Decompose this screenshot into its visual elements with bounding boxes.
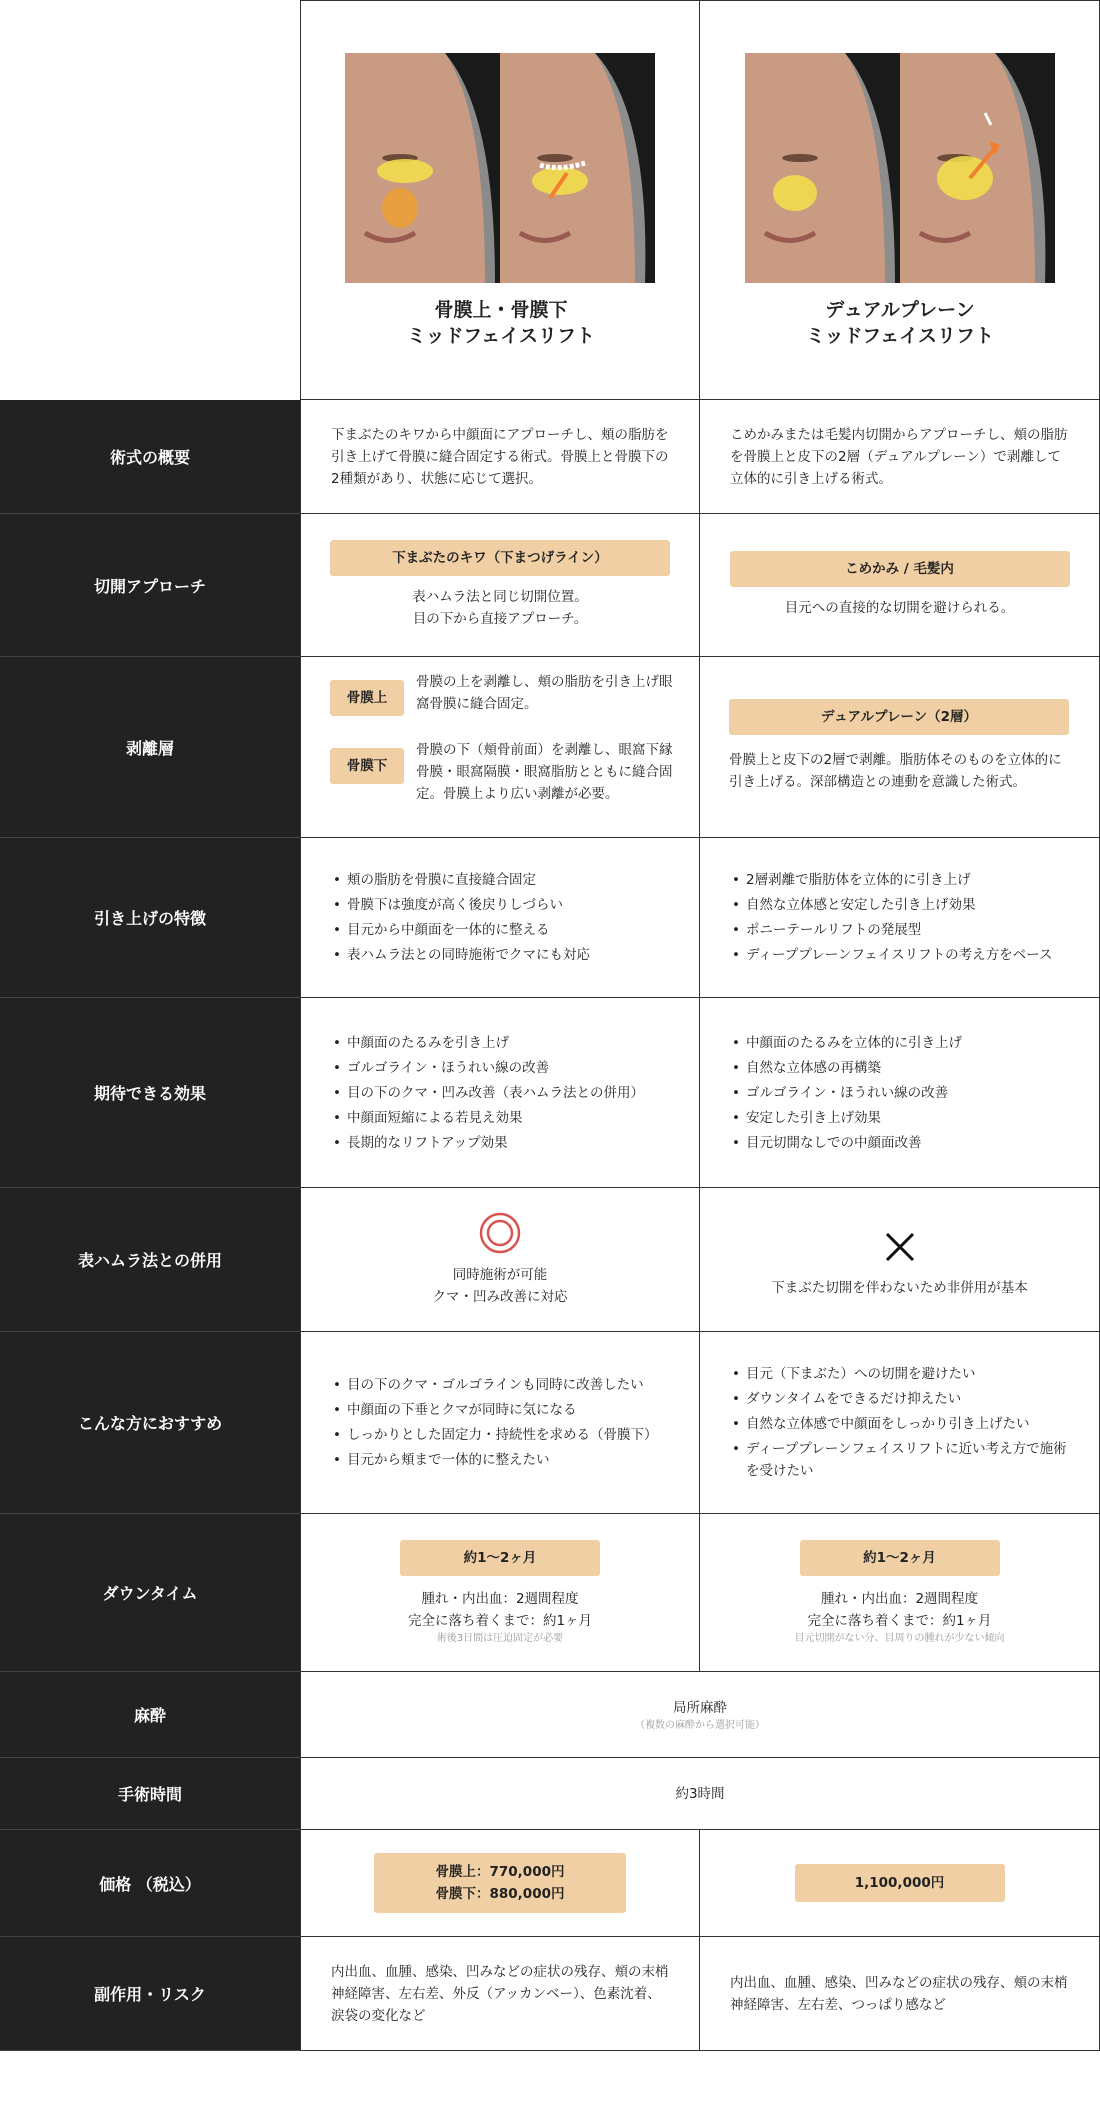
list-item: • 2層剥離で脂肪体を立体的に引き上げ — [730, 869, 1079, 891]
incision-text: 目元への直接的な切開を避けられる。 — [784, 600, 1015, 616]
header-cell-1 — [300, 0, 700, 400]
face-before-after-photo — [745, 53, 1055, 283]
list-item: • 長期的なリフトアップ効果 — [331, 1132, 669, 1154]
list-item: • ゴルゴライン・ほうれい線の改善 — [331, 1057, 669, 1079]
list-item: • ディーププレーンフェイスリフトに近い考え方で施術を受けたい — [730, 1438, 1079, 1482]
downtime-text: 完全に落ち着くまで：約1ヶ月 — [407, 1612, 593, 1629]
downtime-badge: 約1〜2ヶ月 — [800, 1540, 1000, 1576]
effects-cell-1 — [300, 998, 700, 1188]
overview-text: こめかみまたは毛髪内切開からアプローチし、頬の脂肪を骨膜上と皮下の2層（デュアルプレーン）で剥離して立体的に引き上げる術式。 — [730, 426, 1068, 487]
row-label: 期待できる効果 — [0, 998, 300, 1188]
list-item: • ゴルゴライン・ほうれい線の改善 — [730, 1082, 1069, 1104]
row-label: 剥離層 — [0, 657, 300, 838]
recommend-cell-2 — [700, 1332, 1100, 1514]
recommend-cell-1 — [300, 1332, 700, 1514]
features-list — [730, 866, 1079, 969]
list-item: • 骨膜下は強度が高く後戻りしづらい — [331, 894, 669, 916]
list-item: • 目の下のクマ・ゴルゴラインも同時に改善したい — [331, 1374, 659, 1396]
risk-cell-2 — [700, 1937, 1100, 2051]
combo-text: 同時施術が可能 — [452, 1266, 548, 1283]
features-cell-2 — [700, 838, 1100, 998]
row-combo — [0, 1188, 1100, 1332]
price-text: 骨膜上：770,000円 — [435, 1864, 565, 1880]
list-item: • 中顔面の下垂とクマが同時に気になる — [331, 1399, 659, 1421]
combo-text: クマ・凹み改善に対応 — [432, 1288, 568, 1305]
downtime-note: 術後3日間は圧迫固定が必要 — [436, 1632, 564, 1644]
list-item: • 安定した引き上げ効果 — [730, 1107, 1069, 1129]
list-item: • 頬の脂肪を骨膜に直接縫合固定 — [331, 869, 669, 891]
layer-badge-lower: 骨膜下 — [330, 748, 404, 784]
list-item: • 中顔面のたるみを立体的に引き上げ — [730, 1032, 1069, 1054]
row-label: 切開アプローチ — [0, 514, 300, 657]
row-anesthesia — [0, 1672, 1100, 1758]
effects-cell-2 — [700, 998, 1100, 1188]
effects-list — [331, 1029, 669, 1157]
overview-cell-1 — [300, 400, 700, 514]
list-item: • 目元から中顔面を一体的に整える — [331, 919, 669, 941]
downtime-text: 完全に落ち着くまで：約1ヶ月 — [807, 1612, 992, 1629]
row-features — [0, 838, 1100, 998]
row-label: 術式の概要 — [0, 400, 300, 514]
incision-text: 表ハムラ法と同じ切開位置。 — [412, 589, 588, 605]
face-before-after-photo — [345, 53, 655, 283]
incision-badge: 下まぶたのキワ（下まつげライン） — [330, 540, 670, 576]
anesthesia-cell — [300, 1672, 1100, 1758]
downtime-cell-1 — [300, 1514, 700, 1672]
row-label: 麻酔 — [0, 1672, 300, 1758]
list-item: • 自然な立体感と安定した引き上げ効果 — [730, 894, 1079, 916]
price-cell-1 — [300, 1830, 700, 1937]
list-item: • ディーププレーンフェイスリフトの考え方をベース — [730, 944, 1079, 966]
row-overview — [0, 400, 1100, 514]
row-incision — [0, 514, 1100, 657]
recommend-list — [730, 1360, 1079, 1485]
price-cell-2 — [700, 1830, 1100, 1937]
column-title-line1: 骨膜上・骨膜下 — [434, 299, 568, 321]
list-item: • 目元（下まぶた）への切開を避けたい — [730, 1363, 1079, 1385]
row-risk — [0, 1937, 1100, 2051]
row-label: 価格 （税込） — [0, 1830, 300, 1937]
double-circle-icon — [479, 1212, 521, 1254]
list-item: • ダウンタイムをできるだけ抑えたい — [730, 1388, 1079, 1410]
price-badge: 1,100,000円 — [795, 1864, 1005, 1902]
risk-text: 内出血、血腫、感染、凹みなどの症状の残存、頬の末梢神経障害、左右差、外反（アッカンベー）、色素沈着、涙袋の変化など — [331, 1963, 669, 2024]
combo-cell-2 — [700, 1188, 1100, 1332]
list-item: • 中顔面のたるみを引き上げ — [331, 1032, 669, 1054]
list-item: • 目元から頬まで一体的に整えたい — [331, 1449, 659, 1471]
row-label: こんな方におすすめ — [0, 1332, 300, 1514]
duration-text: 約3時間 — [675, 1785, 725, 1802]
row-layer — [0, 657, 1100, 838]
downtime-cell-2 — [700, 1514, 1100, 1672]
layer-text: 骨膜上と皮下の2層で剥離。脂肪体そのものを立体的に引き上げる。深部構造との連動を意識した術式。 — [729, 752, 1062, 790]
row-label: 手術時間 — [0, 1758, 300, 1830]
overview-text: 下まぶたのキワから中顔面にアプローチし、頬の脂肪を引き上げて骨膜に縫合固定する術式。骨膜上と骨膜下の2種類があり、状態に応じて選択。 — [331, 426, 669, 487]
downtime-badge: 約1〜2ヶ月 — [400, 1540, 600, 1576]
downtime-text: 腫れ・内出血：2週間程度 — [820, 1590, 979, 1607]
row-recommend — [0, 1332, 1100, 1514]
row-effects — [0, 998, 1100, 1188]
list-item: • しっかりとした固定力・持続性を求める（骨膜下） — [331, 1424, 659, 1446]
list-item: • 中顔面短縮による若見え効果 — [331, 1107, 669, 1129]
list-item: • 表ハムラ法との同時施術でクマにも対応 — [331, 944, 669, 966]
row-label: 引き上げの特徴 — [0, 838, 300, 998]
layer-text-upper: 骨膜の上を剥離し、頬の脂肪を引き上げ眼窩骨膜に縫合固定。 — [416, 674, 673, 712]
row-downtime — [0, 1514, 1100, 1672]
row-duration — [0, 1758, 1100, 1830]
layer-badge: デュアルプレーン（2層） — [729, 699, 1069, 735]
risk-text: 内出血、血腫、感染、凹みなどの症状の残存、頬の末梢神経障害、左右差、つっぱり感など — [730, 1974, 1068, 2013]
row-price — [0, 1830, 1100, 1937]
list-item: • 目の下のクマ・凹み改善（表ハムラ法との併用） — [331, 1082, 669, 1104]
price-text: 骨膜下：880,000円 — [435, 1886, 565, 1902]
layer-text-lower: 骨膜の下（頬骨前面）を剥離し、眼窩下縁骨膜・眼窩隔膜・眼窩脂肪とともに縫合固定。骨膜上より広い剥離が必要。 — [416, 742, 673, 802]
row-label: 表ハムラ法との併用 — [0, 1188, 300, 1332]
downtime-text: 腫れ・内出血：2週間程度 — [421, 1590, 579, 1607]
recommend-list — [331, 1371, 659, 1474]
features-cell-1 — [300, 838, 700, 998]
downtime-note: 目元切開がない分、目周りの腫れが少ない傾向 — [794, 1632, 1005, 1644]
face-photo-illustration — [745, 53, 1055, 283]
face-photo-illustration — [345, 53, 655, 283]
row-label: 副作用・リスク — [0, 1937, 300, 2051]
combo-text: 下まぶた切開を伴わないため非併用が基本 — [771, 1279, 1028, 1296]
features-list — [331, 866, 669, 969]
list-item: • 目元切開なしでの中顔面改善 — [730, 1132, 1069, 1154]
column-title-line1: デュアルプレーン — [825, 299, 975, 321]
incision-text: 目の下から直接アプローチ。 — [412, 611, 588, 627]
price-badge — [374, 1853, 626, 1913]
incision-cell-2 — [700, 514, 1100, 657]
overview-cell-2 — [700, 400, 1100, 514]
combo-cell-1 — [300, 1188, 700, 1332]
incision-cell-1 — [300, 514, 700, 657]
risk-cell-1 — [300, 1937, 700, 2051]
duration-cell — [300, 1758, 1100, 1830]
column-title-line2: ミッドフェイスリフト — [806, 325, 994, 347]
effects-list — [730, 1029, 1069, 1157]
row-label: ダウンタイム — [0, 1514, 300, 1672]
anesthesia-text: 局所麻酔 — [673, 1699, 727, 1716]
header-cell-2 — [700, 0, 1100, 400]
header-empty-cell — [0, 0, 300, 400]
list-item: • ポニーテールリフトの発展型 — [730, 919, 1079, 941]
column-title-line2: ミッドフェイスリフト — [407, 325, 595, 347]
layer-cell-2 — [700, 657, 1100, 838]
incision-badge: こめかみ / 毛髪内 — [730, 551, 1070, 587]
list-item: • 自然な立体感で中顔面をしっかり引き上げたい — [730, 1413, 1079, 1435]
layer-badge-upper: 骨膜上 — [330, 680, 404, 716]
cross-icon — [884, 1231, 916, 1263]
anesthesia-note: （複数の麻酔から選択可能） — [635, 1719, 765, 1731]
list-item: • 自然な立体感の再構築 — [730, 1057, 1069, 1079]
layer-cell-1 — [300, 657, 700, 838]
header-row — [0, 0, 1100, 400]
